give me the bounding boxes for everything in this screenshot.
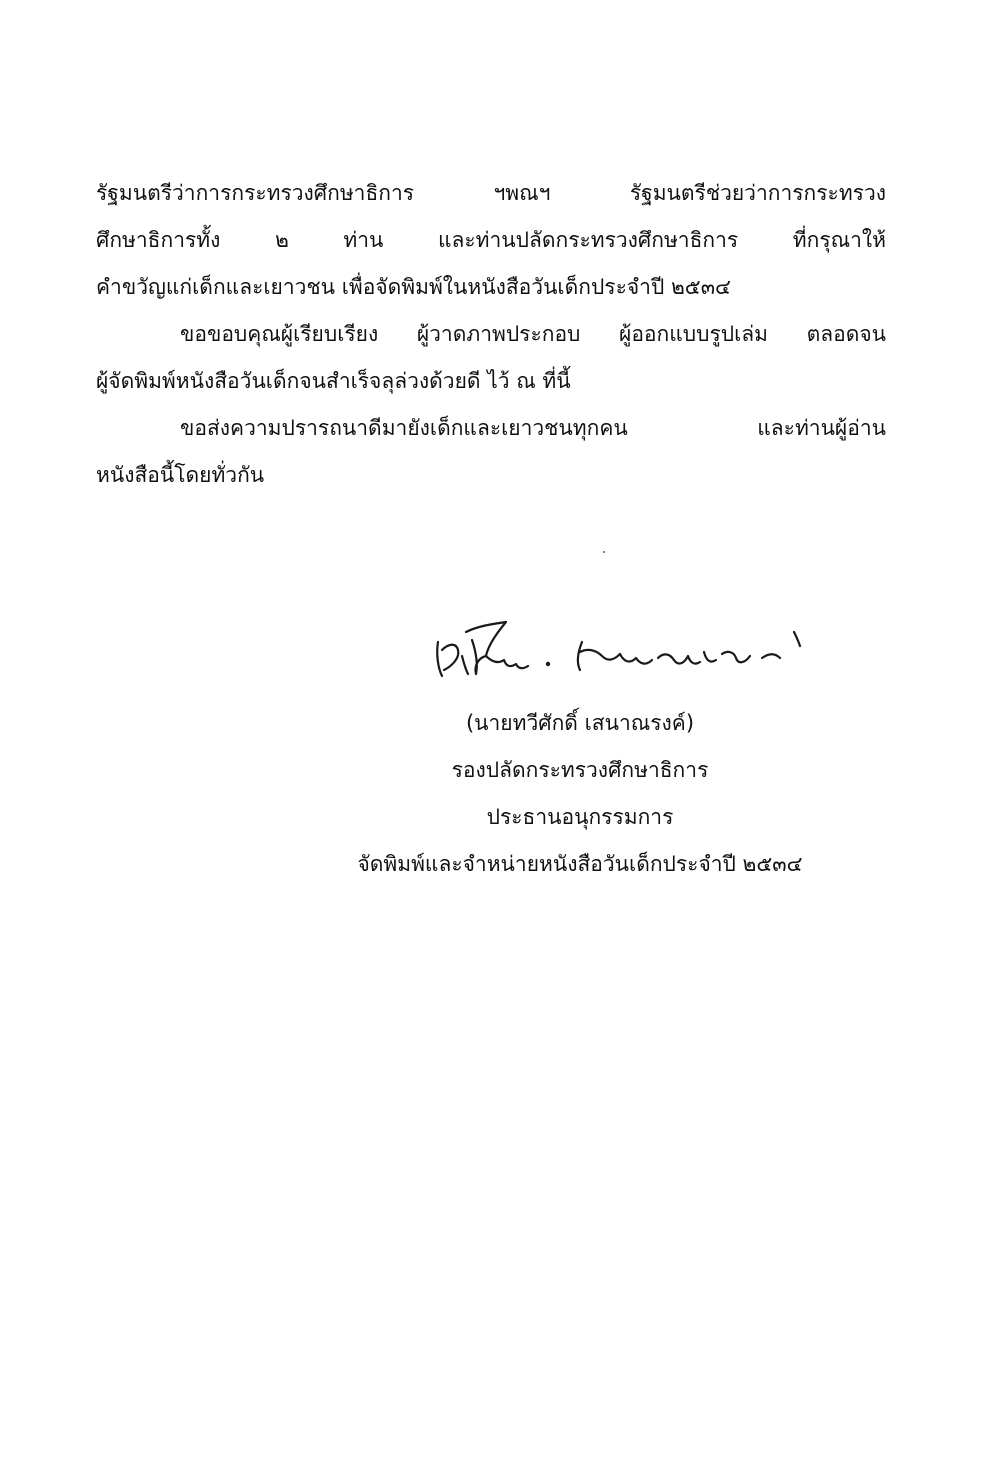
letter-line-4: ขอขอบคุณผู้เรียบเรียง ผู้วาดภาพประกอบ ผู้ออกแบบรูปเล่ม ตลอดจน	[180, 322, 886, 346]
letter-line-5: ผู้จัดพิมพ์หนังสือวันเด็กจนสำเร็จลุล่วงด้วยดี ไว้ ณ ที่นี้	[96, 369, 571, 393]
letter-line-2: ศึกษาธิการทั้ง ๒ ท่าน และท่านปลัดกระทรวงศึกษาธิการ ที่กรุณาให้	[96, 228, 886, 252]
signatory-name: (นายทวีศักดิ์ เสนาณรงค์)	[465, 711, 695, 735]
letter-line-6: ขอส่งความปรารถนาดีมายังเด็กและเยาวชนทุกคน และท่านผู้อ่าน	[180, 416, 886, 440]
handwritten-signature-icon	[432, 612, 812, 692]
letter-body	[96, 170, 886, 499]
letter-line-3: คำขวัญแก่เด็กและเยาวชน เพื่อจัดพิมพ์ในหนังสือวันเด็กประจำปี ๒๕๓๔	[96, 275, 731, 299]
signature-block	[300, 700, 860, 888]
scan-speck	[603, 551, 605, 553]
signatory-role: ประธานอนุกรรมการ	[486, 805, 674, 829]
signatory-position: รองปลัดกระทรวงศึกษาธิการ	[451, 758, 709, 782]
letter-line-7: หนังสือนี้โดยทั่วกัน	[96, 463, 265, 487]
letter-line-1: รัฐมนตรีว่าการกระทรวงศึกษาธิการ ฯพณฯ รัฐมนตรีช่วยว่าการกระทรวง	[96, 181, 886, 205]
signatory-committee: จัดพิมพ์และจำหน่ายหนังสือวันเด็กประจำปี ๒๕๓๔	[357, 852, 803, 876]
